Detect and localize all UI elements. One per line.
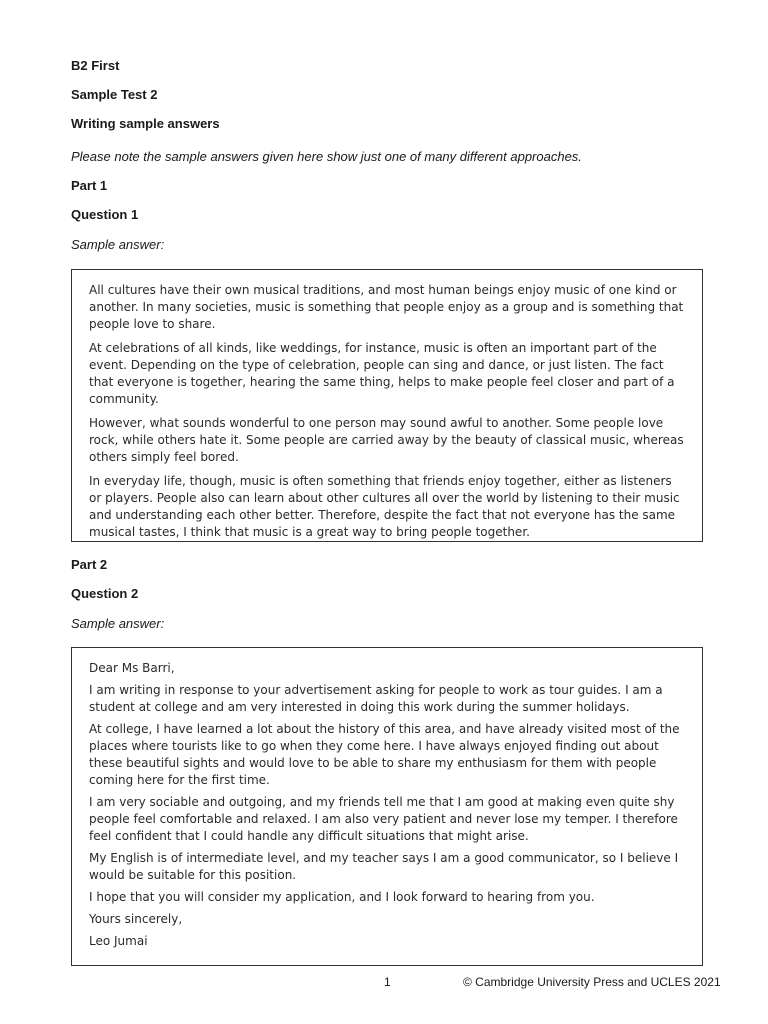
letter-paragraph: I am writing in response to your advertisement asking for people to work as tour guides. I am a student at college and am very interested in doing this work during the summer holidays. <box>89 683 663 714</box>
letter-paragraph: I hope that you will consider my application, and I look forward to hearing from you. <box>89 890 595 904</box>
page-number: 1 <box>384 975 391 989</box>
sample-answer-label-2: Sample answer: <box>71 616 165 631</box>
sample-answer-box-2 <box>71 647 703 966</box>
intro-note: Please note the sample answers given here show just one of many different approaches. <box>71 149 582 164</box>
copyright-notice: © Cambridge University Press and UCLES 2021 <box>463 975 721 989</box>
sample-answer-label-1: Sample answer: <box>71 237 165 252</box>
letter-closing: Yours sincerely, <box>89 912 183 926</box>
test-title: Sample Test 2 <box>71 87 158 102</box>
letter-paragraph: At college, I have learned a lot about the history of this area, and have already visited most of the places where tourists like to go when they come here. I have always enjoyed finding out about these beautiful sights and would love to be able to share my enthusiasm for them with people coming here for the first time. <box>89 722 680 787</box>
answer1-paragraph: At celebrations of all kinds, like weddings, for instance, music is often an important part of the event. Depending on the type of celebration, people can sing and dance, or just listen. The fact that everyone is together, hearing the same thing, helps to make people feel closer and part of a community. <box>89 341 675 406</box>
part1-heading: Part 1 <box>71 178 108 193</box>
question1-heading: Question 1 <box>71 207 139 222</box>
question2-heading: Question 2 <box>71 586 139 601</box>
letter-signature: Leo Jumai <box>89 934 148 948</box>
section-title: Writing sample answers <box>71 116 220 131</box>
letter-paragraph: I am very sociable and outgoing, and my friends tell me that I am good at making even quite shy people feel comfortable and relaxed. I am also very patient and never lose my temper. I therefore feel confident that I could handle any difficult situations that might arise. <box>89 795 678 843</box>
letter-paragraph: My English is of intermediate level, and my teacher says I am a good communicator, so I believe I would be suitable for this position. <box>89 851 679 882</box>
answer1-paragraph: In everyday life, though, music is often something that friends enjoy together, either as listeners or players. People also can learn about other cultures all over the world by listening to their music and understanding each other better. Therefore, despite the fact that not everyone has the same musical tastes, I think that music is a great way to bring people together. <box>89 474 680 539</box>
letter-salutation: Dear Ms Barri, <box>89 661 175 675</box>
exam-title: B2 First <box>71 58 120 73</box>
part2-heading: Part 2 <box>71 557 108 572</box>
sample-answer-box-1 <box>71 269 703 542</box>
answer1-paragraph: All cultures have their own musical traditions, and most human beings enjoy music of one kind or another. In many societies, music is something that people enjoy as a group and is something that people love to share. <box>89 283 684 331</box>
answer1-paragraph: However, what sounds wonderful to one person may sound awful to another. Some people love rock, while others hate it. Some people are carried away by the beauty of classical music, whereas others simply feel bored. <box>89 416 684 464</box>
